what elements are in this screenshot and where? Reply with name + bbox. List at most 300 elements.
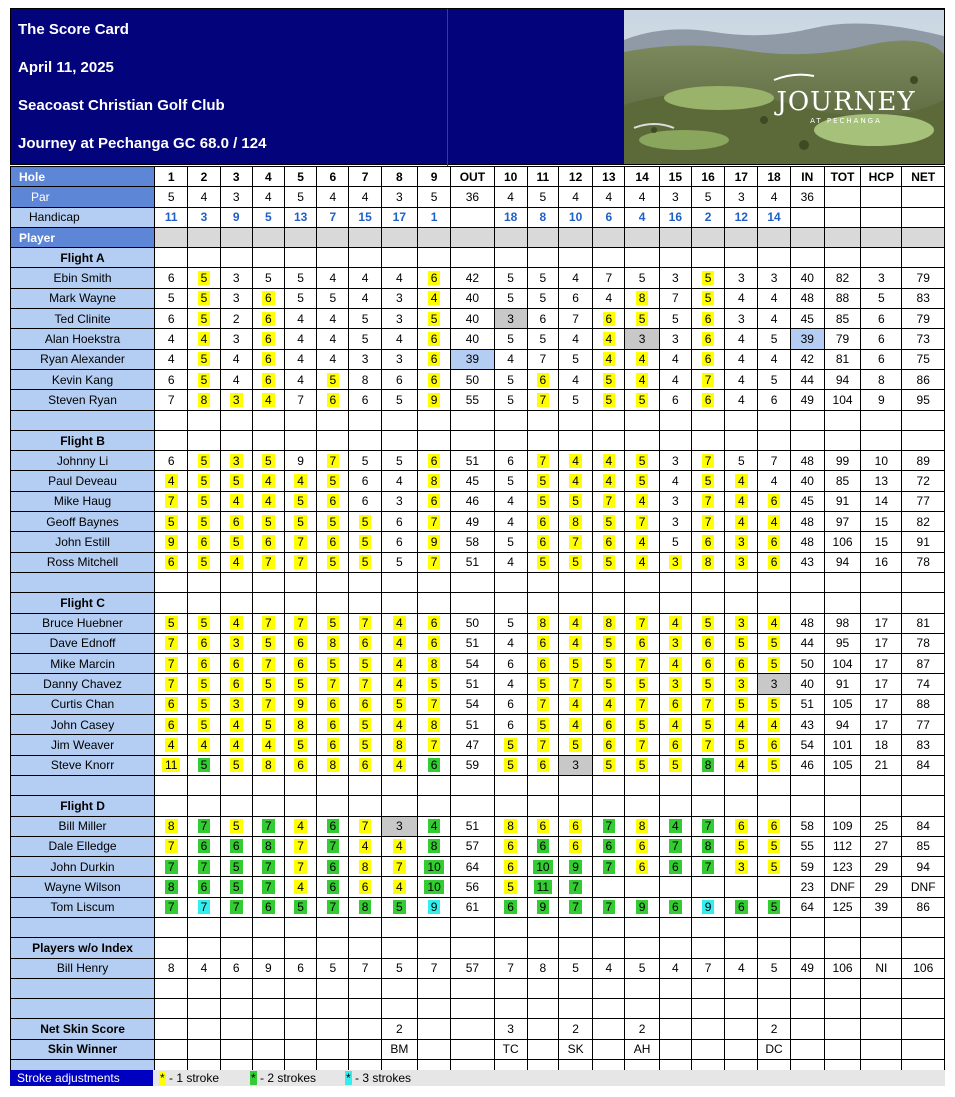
score-cell bbox=[220, 471, 252, 491]
score-value: 7 bbox=[636, 515, 649, 529]
score-cell: 4 bbox=[659, 349, 691, 369]
score-cell: 4 bbox=[758, 309, 790, 329]
score-cell: 5 bbox=[659, 309, 691, 329]
score-cell: 59 bbox=[451, 755, 494, 775]
score-value: 5 bbox=[198, 718, 211, 732]
net-skin-value bbox=[317, 1019, 349, 1039]
score-cell bbox=[593, 309, 625, 329]
score-value: 6 bbox=[537, 535, 550, 549]
score-cell: 45 bbox=[451, 471, 494, 491]
hole-number: 3 bbox=[220, 167, 252, 187]
empty-cell bbox=[349, 572, 381, 592]
score-value: 4 bbox=[393, 839, 406, 853]
score-value: 7 bbox=[702, 373, 715, 387]
par-value: 36 bbox=[451, 187, 494, 207]
empty-cell bbox=[659, 410, 691, 430]
score-value: 5 bbox=[230, 758, 243, 772]
score-cell bbox=[417, 329, 450, 349]
score-cell bbox=[285, 674, 317, 694]
empty-cell bbox=[824, 938, 860, 958]
score-cell bbox=[593, 451, 625, 471]
handicap-value bbox=[451, 207, 494, 227]
score-cell: 82 bbox=[902, 512, 945, 532]
score-value: 6 bbox=[428, 758, 441, 772]
score-cell bbox=[417, 390, 450, 410]
score-cell bbox=[417, 877, 450, 897]
hole-number: 7 bbox=[349, 167, 381, 187]
score-value: 6 bbox=[359, 758, 372, 772]
player-name: John Casey bbox=[11, 715, 155, 735]
empty-cell bbox=[451, 999, 494, 1019]
score-cell: 3 bbox=[659, 268, 691, 288]
score-cell: 84 bbox=[902, 816, 945, 836]
score-value: 6 bbox=[537, 758, 550, 772]
score-cell: 40 bbox=[790, 674, 824, 694]
score-value: 7 bbox=[537, 454, 550, 468]
empty-cell bbox=[659, 430, 691, 450]
score-cell: 6 bbox=[349, 390, 381, 410]
legend-mark: * bbox=[251, 1071, 256, 1085]
score-cell bbox=[285, 877, 317, 897]
header-divider bbox=[447, 9, 448, 166]
net-skin-label: Net Skin Score bbox=[11, 1019, 155, 1039]
handicap-value: 6 bbox=[593, 207, 625, 227]
score-cell: 5 bbox=[155, 288, 188, 308]
score-value: 4 bbox=[735, 758, 748, 772]
empty-cell bbox=[902, 796, 945, 816]
score-cell bbox=[691, 694, 724, 714]
score-cell bbox=[155, 735, 188, 755]
net-skin-value bbox=[691, 1019, 724, 1039]
blank-name-cell bbox=[11, 999, 155, 1019]
score-value: 6 bbox=[428, 271, 441, 285]
score-value: 4 bbox=[165, 738, 178, 752]
score-cell bbox=[155, 877, 188, 897]
empty-cell bbox=[691, 430, 724, 450]
empty-cell bbox=[155, 572, 188, 592]
score-cell bbox=[188, 735, 220, 755]
score-cell bbox=[252, 491, 284, 511]
player-name: Mike Marcin bbox=[11, 654, 155, 674]
empty-cell bbox=[725, 978, 758, 998]
score-value: 8 bbox=[393, 738, 406, 752]
score-value: 6 bbox=[198, 636, 211, 650]
score-cell bbox=[593, 532, 625, 552]
score-cell bbox=[220, 715, 252, 735]
player-name: Dave Ednoff bbox=[11, 633, 155, 653]
handicap-value: 14 bbox=[758, 207, 790, 227]
legend-text: - 3 strokes bbox=[351, 1071, 412, 1085]
player-row bbox=[11, 532, 945, 552]
score-value: 7 bbox=[294, 839, 307, 853]
player-name: Kevin Kang bbox=[11, 369, 155, 389]
empty-cell bbox=[417, 248, 450, 268]
score-value: 7 bbox=[230, 900, 243, 914]
handicap-value: 1 bbox=[417, 207, 450, 227]
score-cell bbox=[349, 735, 381, 755]
score-value: 5 bbox=[636, 312, 649, 326]
score-value: 8 bbox=[327, 758, 340, 772]
player-row bbox=[11, 694, 945, 714]
score-cell bbox=[349, 755, 381, 775]
net-skin-value bbox=[252, 1019, 284, 1039]
empty-cell bbox=[558, 775, 592, 795]
empty-cell bbox=[252, 917, 284, 937]
score-value: 4 bbox=[262, 738, 275, 752]
par-value: 5 bbox=[691, 187, 724, 207]
score-cell: 51 bbox=[451, 633, 494, 653]
score-value: 5 bbox=[537, 494, 550, 508]
score-cell bbox=[317, 532, 349, 552]
score-cell bbox=[691, 836, 724, 856]
score-value: 6 bbox=[230, 839, 243, 853]
score-cell bbox=[659, 633, 691, 653]
score-value: 4 bbox=[393, 677, 406, 691]
score-value: 5 bbox=[262, 636, 275, 650]
score-cell: 6 bbox=[155, 451, 188, 471]
par-value: 5 bbox=[527, 187, 558, 207]
par-value bbox=[861, 187, 902, 207]
score-cell: 81 bbox=[824, 349, 860, 369]
score-cell bbox=[725, 755, 758, 775]
score-cell bbox=[252, 755, 284, 775]
score-cell: 5 bbox=[349, 309, 381, 329]
score-cell bbox=[527, 369, 558, 389]
player-row bbox=[11, 309, 945, 329]
score-value: 9 bbox=[428, 393, 441, 407]
score-value: 6 bbox=[428, 373, 441, 387]
par-value: 4 bbox=[188, 187, 220, 207]
score-cell: 89 bbox=[902, 451, 945, 471]
score-cell bbox=[317, 694, 349, 714]
empty-cell bbox=[902, 593, 945, 613]
empty-cell bbox=[155, 978, 188, 998]
score-cell: 85 bbox=[824, 309, 860, 329]
empty-cell bbox=[758, 796, 790, 816]
score-cell: 9 bbox=[252, 958, 284, 978]
score-value: 8 bbox=[327, 636, 340, 650]
score-cell: 98 bbox=[824, 613, 860, 633]
par-value: 4 bbox=[494, 187, 527, 207]
score-cell bbox=[494, 836, 527, 856]
score-cell: DNF bbox=[902, 877, 945, 897]
net-skin-value bbox=[155, 1019, 188, 1039]
score-cell: 39 bbox=[861, 897, 902, 917]
empty-cell bbox=[527, 593, 558, 613]
score-cell: 6 bbox=[494, 654, 527, 674]
score-cell bbox=[349, 633, 381, 653]
score-value: 5 bbox=[569, 494, 582, 508]
handicap-label: Handicap bbox=[11, 207, 155, 227]
score-value: 6 bbox=[428, 352, 441, 366]
score-cell: 5 bbox=[494, 369, 527, 389]
score-value: 5 bbox=[294, 677, 307, 691]
score-cell bbox=[625, 877, 659, 897]
course-rating: Journey at Pechanga GC 68.0 / 124 bbox=[18, 135, 267, 152]
score-value: 7 bbox=[198, 860, 211, 874]
empty-cell bbox=[188, 978, 220, 998]
score-cell bbox=[188, 755, 220, 775]
empty-cell bbox=[220, 978, 252, 998]
score-value: 5 bbox=[230, 535, 243, 549]
score-cell bbox=[527, 836, 558, 856]
score-value: 4 bbox=[669, 819, 682, 833]
empty-cell bbox=[725, 999, 758, 1019]
score-cell bbox=[381, 715, 417, 735]
score-value: 9 bbox=[428, 535, 441, 549]
score-cell: 51 bbox=[451, 715, 494, 735]
score-cell bbox=[317, 735, 349, 755]
empty-cell bbox=[902, 978, 945, 998]
score-value: 8 bbox=[262, 758, 275, 772]
empty-cell bbox=[417, 410, 450, 430]
score-value: 6 bbox=[165, 555, 178, 569]
score-value: 5 bbox=[359, 515, 372, 529]
score-value: 6 bbox=[327, 697, 340, 711]
score-value: 4 bbox=[569, 697, 582, 711]
score-cell: 48 bbox=[790, 613, 824, 633]
score-cell: 81 bbox=[902, 613, 945, 633]
empty-cell bbox=[451, 410, 494, 430]
score-cell: 5 bbox=[725, 451, 758, 471]
score-value: 4 bbox=[636, 352, 649, 366]
score-value: 4 bbox=[393, 758, 406, 772]
score-value: 4 bbox=[603, 332, 616, 346]
score-cell bbox=[527, 897, 558, 917]
handicap-value: 18 bbox=[494, 207, 527, 227]
empty-cell bbox=[902, 938, 945, 958]
empty-cell bbox=[451, 572, 494, 592]
score-value: 7 bbox=[165, 636, 178, 650]
score-value: 7 bbox=[165, 677, 178, 691]
score-value: 8 bbox=[428, 474, 441, 488]
score-value: 5 bbox=[198, 758, 211, 772]
par-label: Par bbox=[11, 187, 155, 207]
empty-cell bbox=[451, 796, 494, 816]
score-cell: 45 bbox=[790, 309, 824, 329]
score-cell bbox=[558, 532, 592, 552]
player-name: Geoff Baynes bbox=[11, 512, 155, 532]
empty-cell bbox=[659, 593, 691, 613]
empty-cell bbox=[902, 572, 945, 592]
score-value: 7 bbox=[537, 738, 550, 752]
player-label: Player bbox=[11, 227, 155, 247]
score-cell bbox=[625, 369, 659, 389]
score-cell bbox=[691, 674, 724, 694]
score-cell bbox=[659, 654, 691, 674]
score-cell: 3 bbox=[758, 674, 790, 694]
score-cell bbox=[417, 369, 450, 389]
score-cell bbox=[220, 633, 252, 653]
score-cell bbox=[625, 897, 659, 917]
player-name: Bill Miller bbox=[11, 816, 155, 836]
score-cell: 6 bbox=[558, 288, 592, 308]
score-cell bbox=[417, 674, 450, 694]
score-value: 6 bbox=[669, 900, 682, 914]
score-value: 6 bbox=[504, 839, 517, 853]
score-value: 5 bbox=[294, 494, 307, 508]
score-cell: 8 bbox=[155, 958, 188, 978]
empty-cell bbox=[285, 227, 317, 247]
hole-number: 14 bbox=[625, 167, 659, 187]
player-row bbox=[11, 857, 945, 877]
score-cell: 58 bbox=[451, 532, 494, 552]
score-cell bbox=[558, 816, 592, 836]
score-cell bbox=[252, 816, 284, 836]
score-cell bbox=[625, 633, 659, 653]
handicap-value: 10 bbox=[558, 207, 592, 227]
player-name: Steve Knorr bbox=[11, 755, 155, 775]
score-cell bbox=[155, 897, 188, 917]
score-cell: 6 bbox=[494, 715, 527, 735]
player-row bbox=[11, 268, 945, 288]
score-value: 5 bbox=[198, 352, 211, 366]
score-cell bbox=[252, 390, 284, 410]
score-cell bbox=[155, 816, 188, 836]
score-cell: 59 bbox=[790, 857, 824, 877]
score-value: 7 bbox=[359, 819, 372, 833]
score-value: 7 bbox=[603, 860, 616, 874]
empty-cell bbox=[691, 227, 724, 247]
score-cell: 5 bbox=[494, 532, 527, 552]
score-cell bbox=[494, 735, 527, 755]
score-value: 7 bbox=[702, 697, 715, 711]
score-value: 6 bbox=[702, 535, 715, 549]
score-value: 4 bbox=[198, 332, 211, 346]
score-value: 5 bbox=[198, 291, 211, 305]
score-cell bbox=[349, 877, 381, 897]
score-value: 6 bbox=[504, 860, 517, 874]
empty-cell bbox=[220, 430, 252, 450]
empty-cell bbox=[593, 572, 625, 592]
score-value: 8 bbox=[428, 657, 441, 671]
score-value: 4 bbox=[735, 718, 748, 732]
score-value: 5 bbox=[569, 738, 582, 752]
skin-winner-value bbox=[861, 1039, 902, 1059]
score-cell: 17 bbox=[861, 633, 902, 653]
empty-cell bbox=[527, 796, 558, 816]
empty-cell bbox=[317, 430, 349, 450]
hole-number: 16 bbox=[691, 167, 724, 187]
empty-cell bbox=[725, 430, 758, 450]
score-cell: 5 bbox=[527, 268, 558, 288]
empty-cell bbox=[155, 593, 188, 613]
score-cell: 40 bbox=[451, 288, 494, 308]
player-name: Curtis Chan bbox=[11, 694, 155, 714]
score-cell bbox=[252, 674, 284, 694]
empty-cell bbox=[790, 572, 824, 592]
score-cell bbox=[625, 288, 659, 308]
empty-cell bbox=[725, 227, 758, 247]
empty-cell bbox=[824, 978, 860, 998]
score-cell: 3 bbox=[220, 329, 252, 349]
score-value: 5 bbox=[198, 373, 211, 387]
score-cell: 6 bbox=[155, 369, 188, 389]
score-value: 7 bbox=[428, 738, 441, 752]
stroke-legend bbox=[10, 1070, 945, 1086]
score-value: 5 bbox=[768, 839, 781, 853]
empty-cell bbox=[758, 227, 790, 247]
empty-cell bbox=[252, 978, 284, 998]
score-cell bbox=[317, 491, 349, 511]
legend-item-2-strokes bbox=[250, 1071, 316, 1085]
par-value: 3 bbox=[725, 187, 758, 207]
par-value bbox=[824, 187, 860, 207]
empty-cell bbox=[381, 227, 417, 247]
score-value: 7 bbox=[603, 494, 616, 508]
score-cell bbox=[155, 857, 188, 877]
score-cell bbox=[381, 877, 417, 897]
score-value: 5 bbox=[198, 454, 211, 468]
par-value: 4 bbox=[317, 187, 349, 207]
empty-cell bbox=[220, 593, 252, 613]
score-value: 8 bbox=[702, 555, 715, 569]
score-cell bbox=[593, 735, 625, 755]
score-value: 6 bbox=[262, 373, 275, 387]
empty-cell bbox=[252, 775, 284, 795]
empty-cell bbox=[349, 796, 381, 816]
empty-cell bbox=[317, 410, 349, 430]
score-cell bbox=[285, 755, 317, 775]
score-cell: 106 bbox=[824, 532, 860, 552]
empty-cell bbox=[824, 775, 860, 795]
score-cell: 3 bbox=[725, 268, 758, 288]
score-cell: 4 bbox=[381, 471, 417, 491]
empty-cell bbox=[349, 248, 381, 268]
empty-cell bbox=[558, 999, 592, 1019]
score-cell: NI bbox=[861, 958, 902, 978]
score-cell: 50 bbox=[790, 654, 824, 674]
score-cell bbox=[220, 897, 252, 917]
score-value: 5 bbox=[393, 900, 406, 914]
score-cell: 4 bbox=[155, 349, 188, 369]
net-skin-value: 3 bbox=[494, 1019, 527, 1039]
score-cell: 51 bbox=[451, 674, 494, 694]
score-cell: 3 bbox=[220, 288, 252, 308]
score-value: 5 bbox=[537, 677, 550, 691]
score-cell: 5 bbox=[494, 288, 527, 308]
score-cell: 5 bbox=[381, 451, 417, 471]
score-value: 7 bbox=[393, 860, 406, 874]
score-value: 6 bbox=[428, 454, 441, 468]
score-cell: 5 bbox=[861, 288, 902, 308]
skin-winner-value bbox=[349, 1039, 381, 1059]
score-value: 5 bbox=[603, 758, 616, 772]
score-cell: 7 bbox=[691, 958, 724, 978]
no-index-title-row bbox=[11, 938, 945, 958]
score-cell bbox=[317, 897, 349, 917]
score-cell: 6 bbox=[381, 369, 417, 389]
score-cell: 17 bbox=[861, 613, 902, 633]
score-cell: 6 bbox=[349, 471, 381, 491]
score-cell: 5 bbox=[758, 958, 790, 978]
score-cell bbox=[417, 268, 450, 288]
score-cell: 78 bbox=[902, 633, 945, 653]
score-value: 5 bbox=[294, 738, 307, 752]
empty-cell bbox=[252, 593, 284, 613]
score-value: 6 bbox=[359, 880, 372, 894]
score-cell: 54 bbox=[451, 694, 494, 714]
empty-cell bbox=[625, 775, 659, 795]
header-text-block bbox=[18, 11, 266, 163]
score-value: 10 bbox=[424, 860, 443, 874]
empty-cell bbox=[349, 227, 381, 247]
score-cell bbox=[155, 552, 188, 572]
score-cell: 8 bbox=[349, 369, 381, 389]
score-value: 6 bbox=[428, 332, 441, 346]
score-value: 7 bbox=[636, 697, 649, 711]
score-cell bbox=[252, 532, 284, 552]
